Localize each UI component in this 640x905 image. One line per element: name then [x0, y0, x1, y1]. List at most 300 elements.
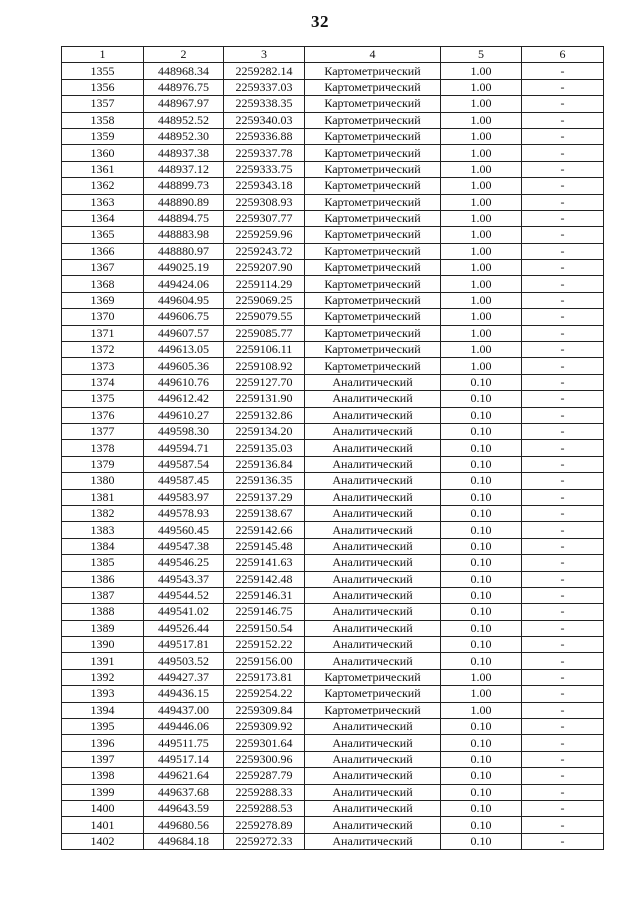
x-coordinate-cell: 448937.38 — [144, 145, 224, 161]
table-row — [62, 620, 604, 636]
point-number-cell: 1392 — [62, 669, 144, 685]
point-number-cell: 1363 — [62, 194, 144, 210]
table-row — [62, 571, 604, 587]
table-row — [62, 555, 604, 571]
accuracy-cell: 0.10 — [441, 784, 522, 800]
x-coordinate-cell: 449612.42 — [144, 391, 224, 407]
point-number-cell: 1355 — [62, 63, 144, 79]
y-coordinate-cell: 2259138.67 — [224, 505, 305, 521]
y-coordinate-cell: 2259337.78 — [224, 145, 305, 161]
accuracy-cell: 1.00 — [441, 358, 522, 374]
x-coordinate-cell: 448952.30 — [144, 128, 224, 144]
accuracy-cell: 0.10 — [441, 391, 522, 407]
method-cell: Аналитический — [305, 751, 441, 767]
y-coordinate-cell: 2259254.22 — [224, 686, 305, 702]
coordinates-table — [61, 46, 604, 850]
y-coordinate-cell: 2259146.31 — [224, 587, 305, 603]
accuracy-cell: 0.10 — [441, 571, 522, 587]
x-coordinate-cell: 449607.57 — [144, 325, 224, 341]
y-coordinate-cell: 2259132.86 — [224, 407, 305, 423]
method-cell: Картометрический — [305, 63, 441, 79]
method-cell: Аналитический — [305, 587, 441, 603]
description-cell: - — [522, 473, 604, 489]
method-cell: Картометрический — [305, 194, 441, 210]
table-row — [62, 227, 604, 243]
table-row — [62, 194, 604, 210]
method-cell: Картометрический — [305, 260, 441, 276]
accuracy-cell: 0.10 — [441, 735, 522, 751]
point-number-cell: 1400 — [62, 800, 144, 816]
accuracy-cell: 1.00 — [441, 686, 522, 702]
accuracy-cell: 1.00 — [441, 128, 522, 144]
method-cell: Аналитический — [305, 374, 441, 390]
accuracy-cell: 1.00 — [441, 161, 522, 177]
y-coordinate-cell: 2259136.84 — [224, 456, 305, 472]
table-row — [62, 161, 604, 177]
method-cell: Картометрический — [305, 276, 441, 292]
y-coordinate-cell: 2259343.18 — [224, 178, 305, 194]
description-cell: - — [522, 637, 604, 653]
page-number: 32 — [311, 12, 329, 31]
table-row — [62, 768, 604, 784]
x-coordinate-cell: 449598.30 — [144, 423, 224, 439]
column-header-4: 4 — [305, 47, 441, 63]
x-coordinate-cell: 449594.71 — [144, 440, 224, 456]
point-number-cell: 1393 — [62, 686, 144, 702]
column-header-3: 3 — [224, 47, 305, 63]
table-header — [62, 47, 604, 63]
description-cell: - — [522, 571, 604, 587]
y-coordinate-cell: 2259340.03 — [224, 112, 305, 128]
x-coordinate-cell: 449437.00 — [144, 702, 224, 718]
y-coordinate-cell: 2259282.14 — [224, 63, 305, 79]
description-cell: - — [522, 342, 604, 358]
description-cell: - — [522, 686, 604, 702]
method-cell: Аналитический — [305, 768, 441, 784]
y-coordinate-cell: 2259141.63 — [224, 555, 305, 571]
x-coordinate-cell: 448899.73 — [144, 178, 224, 194]
y-coordinate-cell: 2259207.90 — [224, 260, 305, 276]
table-row — [62, 128, 604, 144]
description-cell: - — [522, 260, 604, 276]
x-coordinate-cell: 449684.18 — [144, 833, 224, 849]
y-coordinate-cell: 2259135.03 — [224, 440, 305, 456]
y-coordinate-cell: 2259338.35 — [224, 96, 305, 112]
description-cell: - — [522, 243, 604, 259]
y-coordinate-cell: 2259156.00 — [224, 653, 305, 669]
accuracy-cell: 1.00 — [441, 112, 522, 128]
point-number-cell: 1401 — [62, 817, 144, 833]
y-coordinate-cell: 2259134.20 — [224, 423, 305, 439]
method-cell: Аналитический — [305, 784, 441, 800]
y-coordinate-cell: 2259142.66 — [224, 522, 305, 538]
table-row — [62, 669, 604, 685]
y-coordinate-cell: 2259308.93 — [224, 194, 305, 210]
y-coordinate-cell: 2259127.70 — [224, 374, 305, 390]
method-cell: Аналитический — [305, 407, 441, 423]
table-row — [62, 325, 604, 341]
point-number-cell: 1394 — [62, 702, 144, 718]
accuracy-cell: 1.00 — [441, 178, 522, 194]
x-coordinate-cell: 449436.15 — [144, 686, 224, 702]
table-row — [62, 522, 604, 538]
description-cell: - — [522, 96, 604, 112]
point-number-cell: 1357 — [62, 96, 144, 112]
x-coordinate-cell: 449680.56 — [144, 817, 224, 833]
y-coordinate-cell: 2259142.48 — [224, 571, 305, 587]
y-coordinate-cell: 2259278.89 — [224, 817, 305, 833]
point-number-cell: 1390 — [62, 637, 144, 653]
y-coordinate-cell: 2259309.84 — [224, 702, 305, 718]
method-cell: Картометрический — [305, 128, 441, 144]
method-cell: Аналитический — [305, 505, 441, 521]
accuracy-cell: 1.00 — [441, 342, 522, 358]
y-coordinate-cell: 2259287.79 — [224, 768, 305, 784]
description-cell: - — [522, 768, 604, 784]
y-coordinate-cell: 2259259.96 — [224, 227, 305, 243]
point-number-cell: 1387 — [62, 587, 144, 603]
x-coordinate-cell: 449025.19 — [144, 260, 224, 276]
accuracy-cell: 0.10 — [441, 719, 522, 735]
method-cell: Аналитический — [305, 637, 441, 653]
table-row — [62, 63, 604, 79]
description-cell: - — [522, 309, 604, 325]
method-cell: Аналитический — [305, 571, 441, 587]
y-coordinate-cell: 2259301.64 — [224, 735, 305, 751]
table-row — [62, 833, 604, 849]
point-number-cell: 1383 — [62, 522, 144, 538]
x-coordinate-cell: 449526.44 — [144, 620, 224, 636]
table-row — [62, 751, 604, 767]
point-number-cell: 1389 — [62, 620, 144, 636]
accuracy-cell: 1.00 — [441, 309, 522, 325]
description-cell: - — [522, 358, 604, 374]
y-coordinate-cell: 2259337.03 — [224, 79, 305, 95]
table-row — [62, 702, 604, 718]
accuracy-cell: 0.10 — [441, 423, 522, 439]
table-row — [62, 178, 604, 194]
table-row — [62, 489, 604, 505]
point-number-cell: 1386 — [62, 571, 144, 587]
description-cell: - — [522, 227, 604, 243]
point-number-cell: 1402 — [62, 833, 144, 849]
y-coordinate-cell: 2259114.29 — [224, 276, 305, 292]
accuracy-cell: 0.10 — [441, 833, 522, 849]
method-cell: Аналитический — [305, 653, 441, 669]
accuracy-cell: 0.10 — [441, 587, 522, 603]
column-header-2: 2 — [144, 47, 224, 63]
x-coordinate-cell: 449587.54 — [144, 456, 224, 472]
description-cell: - — [522, 538, 604, 554]
column-header-5: 5 — [441, 47, 522, 63]
accuracy-cell: 1.00 — [441, 702, 522, 718]
accuracy-cell: 0.10 — [441, 407, 522, 423]
x-coordinate-cell: 448952.52 — [144, 112, 224, 128]
y-coordinate-cell: 2259152.22 — [224, 637, 305, 653]
method-cell: Картометрический — [305, 210, 441, 226]
method-cell: Картометрический — [305, 112, 441, 128]
x-coordinate-cell: 448976.75 — [144, 79, 224, 95]
table-row — [62, 653, 604, 669]
y-coordinate-cell: 2259307.77 — [224, 210, 305, 226]
column-header-6: 6 — [522, 47, 604, 63]
description-cell: - — [522, 276, 604, 292]
description-cell: - — [522, 784, 604, 800]
description-cell: - — [522, 555, 604, 571]
accuracy-cell: 1.00 — [441, 63, 522, 79]
point-number-cell: 1379 — [62, 456, 144, 472]
point-number-cell: 1361 — [62, 161, 144, 177]
description-cell: - — [522, 374, 604, 390]
point-number-cell: 1373 — [62, 358, 144, 374]
point-number-cell: 1358 — [62, 112, 144, 128]
table-row — [62, 374, 604, 390]
point-number-cell: 1385 — [62, 555, 144, 571]
accuracy-cell: 0.10 — [441, 505, 522, 521]
x-coordinate-cell: 448890.89 — [144, 194, 224, 210]
method-cell: Картометрический — [305, 178, 441, 194]
y-coordinate-cell: 2259106.11 — [224, 342, 305, 358]
method-cell: Аналитический — [305, 719, 441, 735]
x-coordinate-cell: 449517.81 — [144, 637, 224, 653]
x-coordinate-cell: 449543.37 — [144, 571, 224, 587]
accuracy-cell: 0.10 — [441, 555, 522, 571]
x-coordinate-cell: 449604.95 — [144, 292, 224, 308]
x-coordinate-cell: 449503.52 — [144, 653, 224, 669]
point-number-cell: 1366 — [62, 243, 144, 259]
y-coordinate-cell: 2259300.96 — [224, 751, 305, 767]
description-cell: - — [522, 423, 604, 439]
table-row — [62, 604, 604, 620]
description-cell: - — [522, 178, 604, 194]
point-number-cell: 1378 — [62, 440, 144, 456]
method-cell: Аналитический — [305, 456, 441, 472]
method-cell: Аналитический — [305, 489, 441, 505]
point-number-cell: 1395 — [62, 719, 144, 735]
accuracy-cell: 1.00 — [441, 276, 522, 292]
point-number-cell: 1370 — [62, 309, 144, 325]
x-coordinate-cell: 449546.25 — [144, 555, 224, 571]
method-cell: Аналитический — [305, 604, 441, 620]
accuracy-cell: 0.10 — [441, 604, 522, 620]
point-number-cell: 1360 — [62, 145, 144, 161]
description-cell: - — [522, 440, 604, 456]
description-cell: - — [522, 161, 604, 177]
method-cell: Картометрический — [305, 145, 441, 161]
accuracy-cell: 0.10 — [441, 620, 522, 636]
point-number-cell: 1359 — [62, 128, 144, 144]
x-coordinate-cell: 449427.37 — [144, 669, 224, 685]
description-cell: - — [522, 620, 604, 636]
description-cell: - — [522, 489, 604, 505]
y-coordinate-cell: 2259145.48 — [224, 538, 305, 554]
description-cell: - — [522, 145, 604, 161]
y-coordinate-cell: 2259333.75 — [224, 161, 305, 177]
point-number-cell: 1398 — [62, 768, 144, 784]
accuracy-cell: 1.00 — [441, 669, 522, 685]
description-cell: - — [522, 719, 604, 735]
method-cell: Аналитический — [305, 538, 441, 554]
table-row — [62, 440, 604, 456]
table-row — [62, 407, 604, 423]
method-cell: Картометрический — [305, 161, 441, 177]
method-cell: Картометрический — [305, 358, 441, 374]
method-cell: Аналитический — [305, 555, 441, 571]
point-number-cell: 1396 — [62, 735, 144, 751]
x-coordinate-cell: 449424.06 — [144, 276, 224, 292]
x-coordinate-cell: 449578.93 — [144, 505, 224, 521]
point-number-cell: 1391 — [62, 653, 144, 669]
point-number-cell: 1364 — [62, 210, 144, 226]
method-cell: Картометрический — [305, 669, 441, 685]
y-coordinate-cell: 2259150.54 — [224, 620, 305, 636]
description-cell: - — [522, 456, 604, 472]
description-cell: - — [522, 210, 604, 226]
y-coordinate-cell: 2259085.77 — [224, 325, 305, 341]
x-coordinate-cell: 449606.75 — [144, 309, 224, 325]
accuracy-cell: 0.10 — [441, 637, 522, 653]
description-cell: - — [522, 505, 604, 521]
accuracy-cell: 0.10 — [441, 751, 522, 767]
table-row — [62, 587, 604, 603]
table-row — [62, 210, 604, 226]
description-cell: - — [522, 194, 604, 210]
method-cell: Аналитический — [305, 735, 441, 751]
accuracy-cell: 0.10 — [441, 653, 522, 669]
method-cell: Аналитический — [305, 423, 441, 439]
description-cell: - — [522, 128, 604, 144]
y-coordinate-cell: 2259146.75 — [224, 604, 305, 620]
table-row — [62, 309, 604, 325]
point-number-cell: 1368 — [62, 276, 144, 292]
x-coordinate-cell: 448880.97 — [144, 243, 224, 259]
x-coordinate-cell: 449613.05 — [144, 342, 224, 358]
y-coordinate-cell: 2259131.90 — [224, 391, 305, 407]
description-cell: - — [522, 702, 604, 718]
y-coordinate-cell: 2259079.55 — [224, 309, 305, 325]
method-cell: Картометрический — [305, 702, 441, 718]
point-number-cell: 1381 — [62, 489, 144, 505]
accuracy-cell: 0.10 — [441, 522, 522, 538]
table-row — [62, 800, 604, 816]
x-coordinate-cell: 449610.76 — [144, 374, 224, 390]
table-body — [62, 63, 604, 850]
y-coordinate-cell: 2259309.92 — [224, 719, 305, 735]
description-cell: - — [522, 800, 604, 816]
x-coordinate-cell: 449610.27 — [144, 407, 224, 423]
accuracy-cell: 1.00 — [441, 145, 522, 161]
description-cell: - — [522, 112, 604, 128]
method-cell: Аналитический — [305, 522, 441, 538]
accuracy-cell: 0.10 — [441, 374, 522, 390]
y-coordinate-cell: 2259069.25 — [224, 292, 305, 308]
y-coordinate-cell: 2259336.88 — [224, 128, 305, 144]
table-row — [62, 473, 604, 489]
point-number-cell: 1388 — [62, 604, 144, 620]
accuracy-cell: 0.10 — [441, 440, 522, 456]
description-cell: - — [522, 751, 604, 767]
description-cell: - — [522, 522, 604, 538]
method-cell: Картометрический — [305, 342, 441, 358]
method-cell: Картометрический — [305, 227, 441, 243]
y-coordinate-cell: 2259173.81 — [224, 669, 305, 685]
point-number-cell: 1382 — [62, 505, 144, 521]
description-cell: - — [522, 669, 604, 685]
method-cell: Картометрический — [305, 79, 441, 95]
table-row — [62, 358, 604, 374]
method-cell: Картометрический — [305, 325, 441, 341]
column-header-1: 1 — [62, 47, 144, 63]
x-coordinate-cell: 449560.45 — [144, 522, 224, 538]
method-cell: Картометрический — [305, 686, 441, 702]
point-number-cell: 1399 — [62, 784, 144, 800]
accuracy-cell: 1.00 — [441, 243, 522, 259]
table-row — [62, 817, 604, 833]
table-row — [62, 423, 604, 439]
table-row — [62, 456, 604, 472]
x-coordinate-cell: 448937.12 — [144, 161, 224, 177]
method-cell: Картометрический — [305, 243, 441, 259]
header-row — [62, 47, 604, 63]
accuracy-cell: 1.00 — [441, 210, 522, 226]
accuracy-cell: 1.00 — [441, 325, 522, 341]
description-cell: - — [522, 292, 604, 308]
x-coordinate-cell: 449446.06 — [144, 719, 224, 735]
table-row — [62, 637, 604, 653]
y-coordinate-cell: 2259288.53 — [224, 800, 305, 816]
method-cell: Картометрический — [305, 96, 441, 112]
accuracy-cell: 1.00 — [441, 227, 522, 243]
method-cell: Аналитический — [305, 473, 441, 489]
accuracy-cell: 1.00 — [441, 260, 522, 276]
point-number-cell: 1372 — [62, 342, 144, 358]
table-row — [62, 260, 604, 276]
y-coordinate-cell: 2259136.35 — [224, 473, 305, 489]
x-coordinate-cell: 449547.38 — [144, 538, 224, 554]
point-number-cell: 1371 — [62, 325, 144, 341]
x-coordinate-cell: 449637.68 — [144, 784, 224, 800]
accuracy-cell: 0.10 — [441, 817, 522, 833]
y-coordinate-cell: 2259137.29 — [224, 489, 305, 505]
point-number-cell: 1367 — [62, 260, 144, 276]
table-row — [62, 145, 604, 161]
accuracy-cell: 1.00 — [441, 96, 522, 112]
method-cell: Аналитический — [305, 391, 441, 407]
description-cell: - — [522, 653, 604, 669]
table-row — [62, 276, 604, 292]
description-cell: - — [522, 587, 604, 603]
y-coordinate-cell: 2259108.92 — [224, 358, 305, 374]
point-number-cell: 1384 — [62, 538, 144, 554]
description-cell: - — [522, 79, 604, 95]
table-row — [62, 79, 604, 95]
x-coordinate-cell: 449511.75 — [144, 735, 224, 751]
accuracy-cell: 0.10 — [441, 800, 522, 816]
point-number-cell: 1362 — [62, 178, 144, 194]
y-coordinate-cell: 2259272.33 — [224, 833, 305, 849]
point-number-cell: 1369 — [62, 292, 144, 308]
point-number-cell: 1374 — [62, 374, 144, 390]
table-row — [62, 719, 604, 735]
description-cell: - — [522, 325, 604, 341]
point-number-cell: 1380 — [62, 473, 144, 489]
accuracy-cell: 0.10 — [441, 473, 522, 489]
description-cell: - — [522, 63, 604, 79]
x-coordinate-cell: 448967.97 — [144, 96, 224, 112]
method-cell: Аналитический — [305, 833, 441, 849]
accuracy-cell: 0.10 — [441, 456, 522, 472]
point-number-cell: 1356 — [62, 79, 144, 95]
